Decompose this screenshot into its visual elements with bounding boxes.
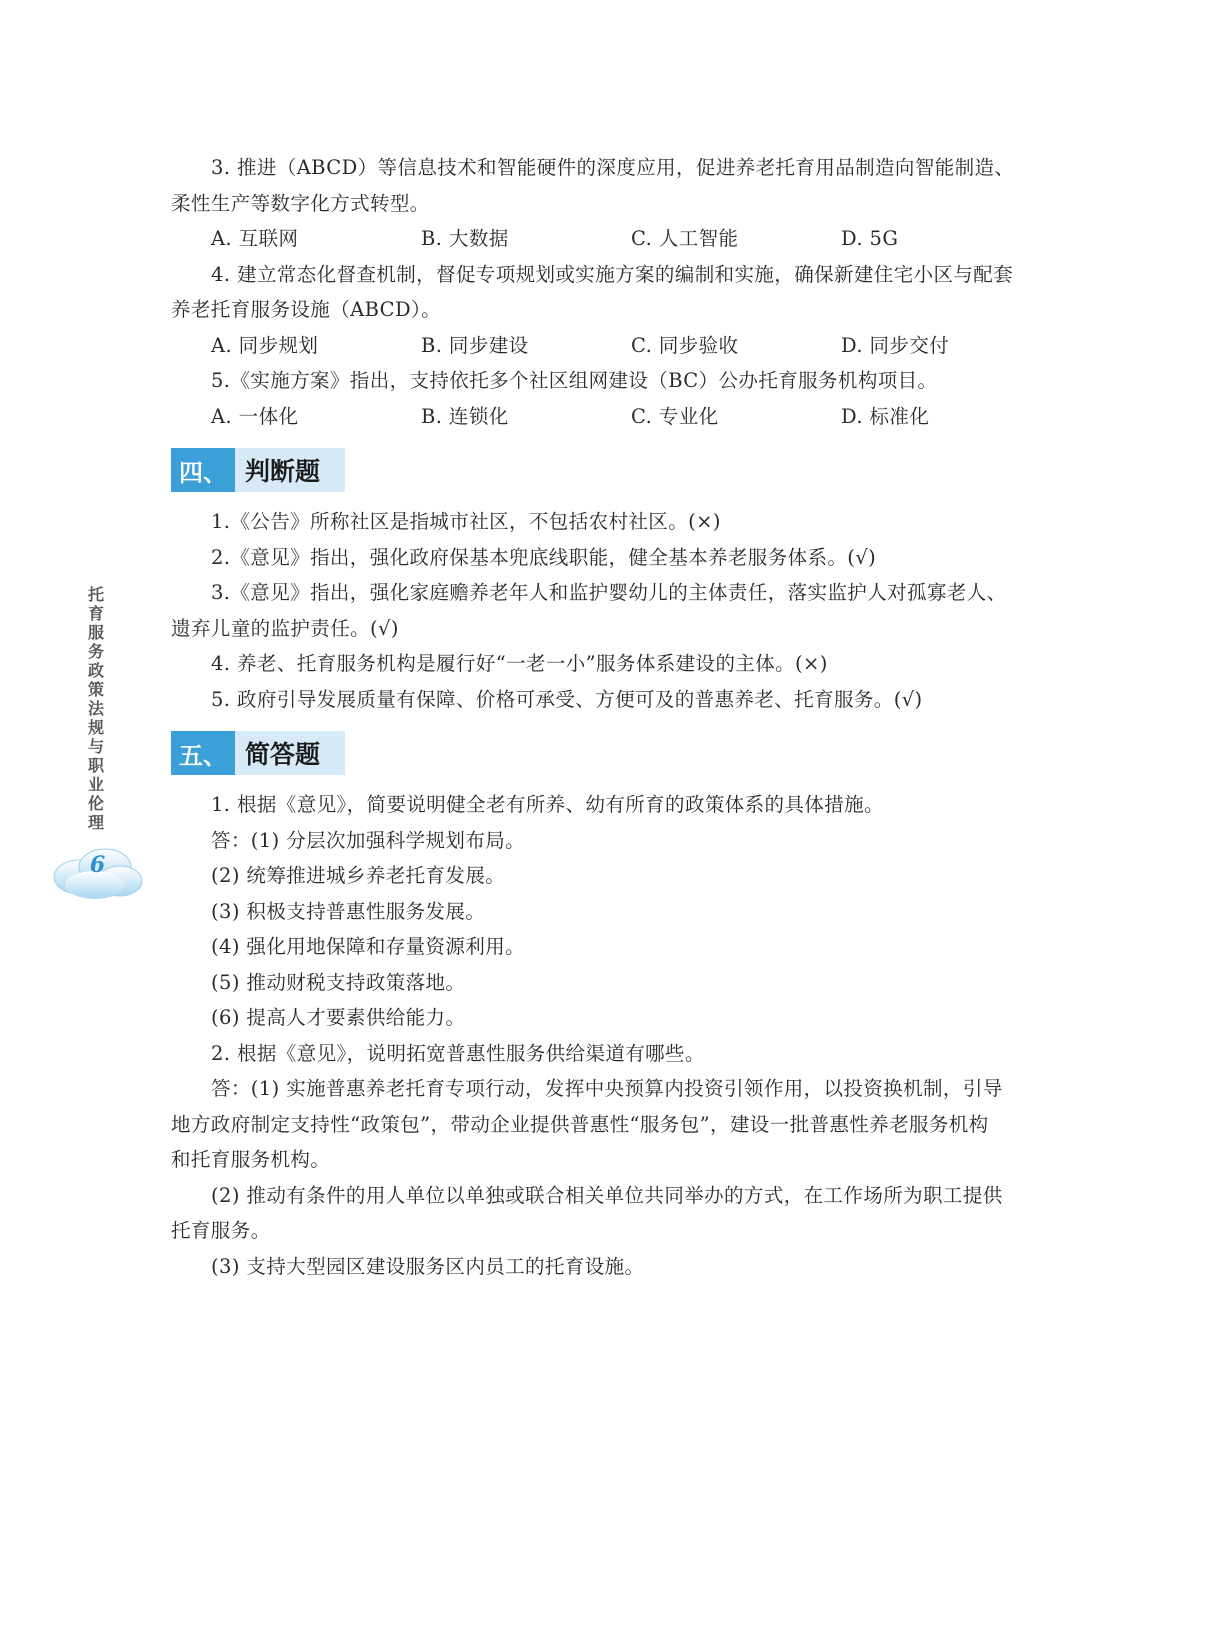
side-title: 托育服务政策法规与职业伦理 — [87, 585, 104, 832]
q4-option-d: D. 同步交付 — [841, 333, 950, 357]
tf-item-4: 4. 养老、托育服务机构是履行好“一老一小”服务体系建设的主体。(×) — [211, 652, 828, 675]
sa-answer-2-p1-line1: 答：(1) 实施普惠养老托育专项行动，发挥中央预算内投资引领作用，以投资换机制，引导 — [211, 1077, 1003, 1100]
q3-stem-line1: 3. 推进（ABCD）等信息技术和智能硬件的深度应用，促进养老托育用品制造向智能制造、 — [211, 156, 1015, 179]
sa-answer-1-item: (3) 积极支持普惠性服务发展。 — [211, 899, 486, 923]
sa-answer-1-item: (4) 强化用地保障和存量资源利用。 — [211, 935, 526, 958]
page-number-badge — [50, 845, 145, 903]
sa-answer-1-item: (5) 推动财税支持政策落地。 — [211, 970, 466, 994]
q3-option-d: D. 5G — [841, 227, 899, 250]
sa-answer-1-item: (6) 提高人才要素供给能力。 — [211, 1006, 466, 1029]
q4-option-b: B. 同步建设 — [421, 333, 529, 357]
sa-answer-2-p2-line1: (2) 推动有条件的用人单位以单独或联合相关单位共同举办的方式，在工作场所为职工提供 — [211, 1183, 1003, 1207]
q4-options — [171, 328, 1071, 364]
sa-answer-2-p1-line2: 地方政府制定支持性“政策包”，带动企业提供普惠性“服务包”，建设一批普惠性养老服务机构 — [171, 1112, 989, 1136]
q5-option-c: C. 专业化 — [631, 404, 719, 428]
sa-answer-1-item: (2) 统筹推进城乡养老托育发展。 — [211, 864, 506, 887]
main-content — [171, 150, 1071, 1284]
section-header-true-false — [171, 448, 345, 492]
sa-answer-1-item: 答：(1) 分层次加强科学规划布局。 — [211, 828, 526, 852]
section-title: 简答题 — [245, 740, 321, 769]
tf-item-1: 1.《公告》所称社区是指城市社区，不包括农村社区。(×) — [211, 510, 721, 533]
tf-item-2: 2.《意见》指出，强化政府保基本兜底线职能，健全基本养老服务体系。(√) — [211, 545, 877, 569]
sa-answer-2-p3: (3) 支持大型园区建设服务区内员工的托育设施。 — [211, 1254, 645, 1278]
q3-options — [171, 221, 1071, 257]
q5-options — [171, 399, 1071, 435]
q4-option-a: A. 同步规划 — [211, 333, 319, 357]
sa-answer-2-p1-line3: 和托育服务机构。 — [171, 1148, 331, 1171]
q5-stem: 5.《实施方案》指出，支持依托多个社区组网建设（BC）公办托育服务机构项目。 — [211, 369, 938, 392]
sa-question-1: 1. 根据《意见》，简要说明健全老有所养、幼有所育的政策体系的具体措施。 — [211, 793, 884, 816]
q3-option-c: C. 人工智能 — [631, 227, 739, 250]
section-number: 四、 — [171, 448, 235, 492]
q3-option-b: B. 大数据 — [421, 227, 509, 250]
q5-option-d: D. 标准化 — [841, 404, 930, 428]
tf-item-5: 5. 政府引导发展质量有保障、价格可承受、方便可及的普惠养老、托育服务。(√) — [211, 687, 923, 711]
q5-option-a: A. 一体化 — [211, 404, 299, 428]
sa-question-2: 2. 根据《意见》，说明拓宽普惠性服务供给渠道有哪些。 — [211, 1041, 705, 1065]
section-title: 判断题 — [245, 457, 321, 486]
q4-stem-line1: 4. 建立常态化督查机制，督促专项规划或实施方案的编制和实施，确保新建住宅小区与配套 — [211, 262, 1014, 286]
section-number: 五、 — [171, 731, 235, 775]
section-header-short-answer — [171, 731, 345, 775]
q3-stem-line2: 柔性生产等数字化方式转型。 — [171, 191, 430, 215]
tf-item-3-line2: 遗弃儿童的监护责任。(√) — [171, 616, 399, 640]
q3-option-a: A. 互联网 — [211, 227, 299, 250]
page-number: 6 — [89, 852, 106, 878]
sa-answer-2-p2-line2: 托育服务。 — [171, 1219, 271, 1242]
q4-option-c: C. 同步验收 — [631, 333, 739, 357]
q5-option-b: B. 连锁化 — [421, 404, 509, 428]
q4-stem-line2: 养老托育服务设施（ABCD）。 — [171, 298, 442, 321]
tf-item-3-line1: 3.《意见》指出，强化家庭赡养老年人和监护婴幼儿的主体责任，落实监护人对孤寡老人、 — [211, 581, 1007, 604]
